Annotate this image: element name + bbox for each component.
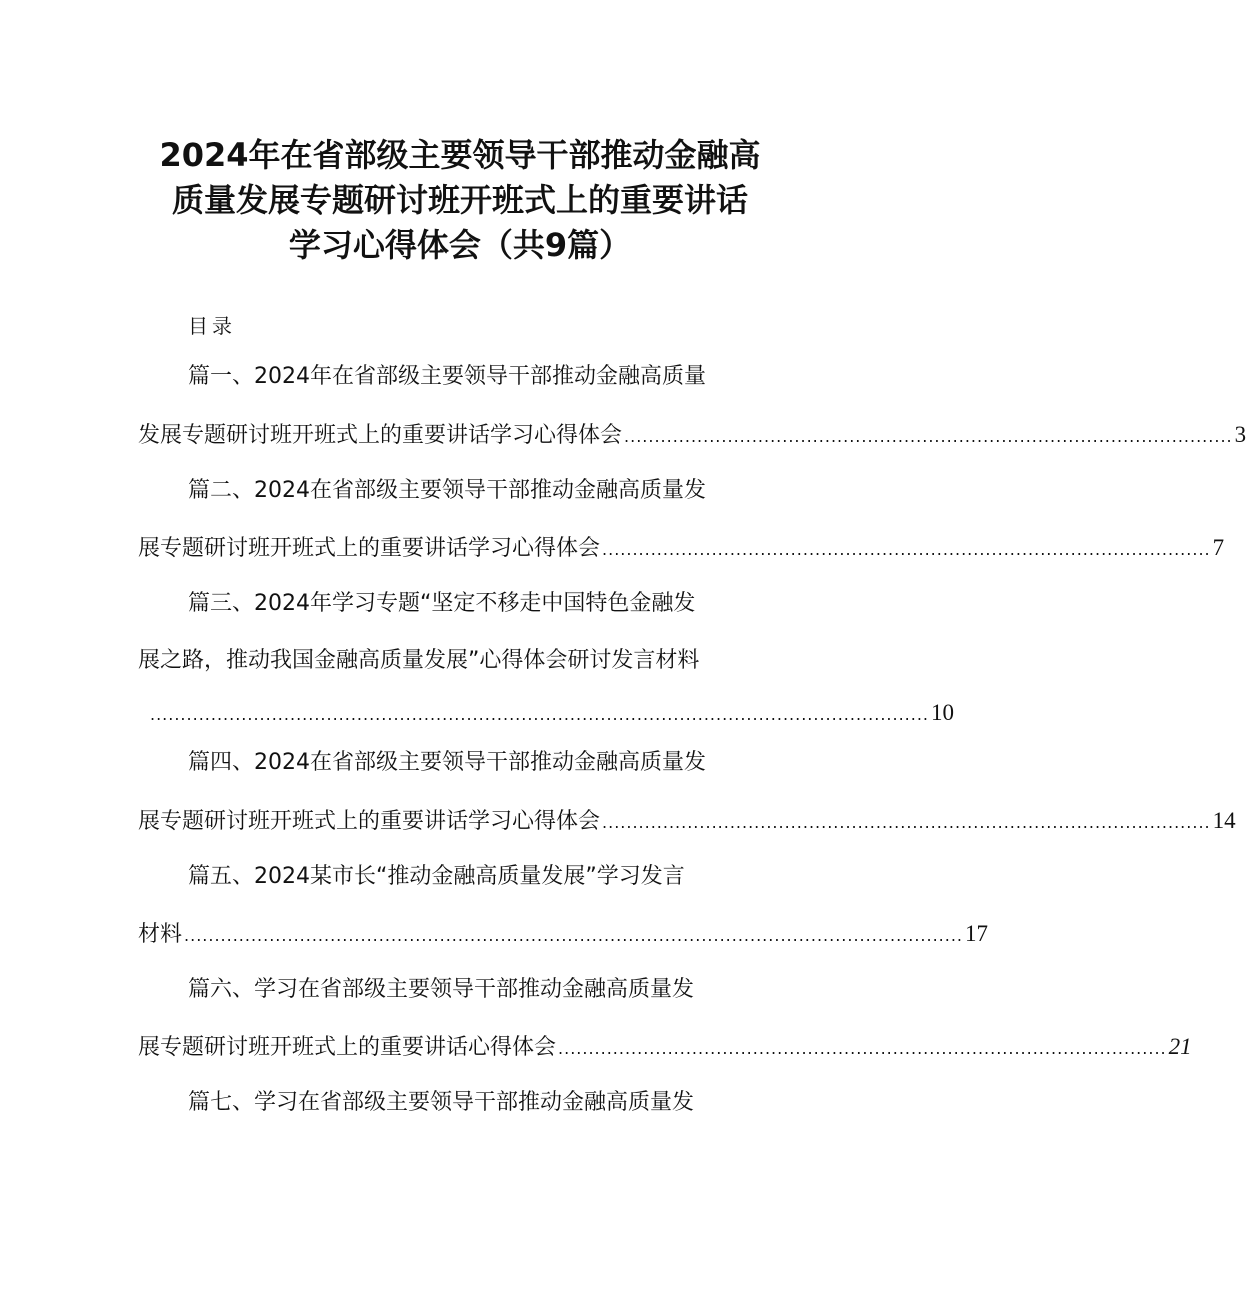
- toc-entry-1-page: 3: [1234, 422, 1246, 447]
- toc-leader-dots: ....................................................................................................: [558, 1039, 1167, 1058]
- document-title: [120, 133, 800, 268]
- toc-heading: 目录: [188, 314, 236, 338]
- toc-leader-dots: ................................................................................................................................: [150, 705, 929, 724]
- toc-leader-dots: ....................................................................................................: [602, 540, 1211, 559]
- toc-entry-5-line-2[interactable]: [138, 919, 989, 951]
- toc-entry-4-text: 展专题研讨班开班式上的重要讲话学习心得体会: [138, 809, 601, 834]
- toc-entry-5-page: 17: [965, 921, 989, 946]
- toc-entry-6-line-2[interactable]: [138, 1032, 1192, 1064]
- toc-entry-4-line-1[interactable]: 篇四、2024在省部级主要领导干部推动金融高质量发: [188, 750, 706, 775]
- toc-entry-2-line-1[interactable]: 篇二、2024在省部级主要领导干部推动金融高质量发: [188, 478, 706, 503]
- toc-entry-2-page: 7: [1212, 535, 1225, 560]
- toc-entry-2-text: 展专题研讨班开班式上的重要讲话学习心得体会: [138, 536, 601, 561]
- toc-entry-5-text: 材料: [138, 922, 183, 947]
- toc-entry-2-line-2[interactable]: [138, 533, 1225, 565]
- toc-entry-3-line-2[interactable]: 展之路，推动我国金融高质量发展”心得体会研讨发言材料: [138, 648, 700, 673]
- toc-entry-3-line-1[interactable]: 篇三、2024年学习专题“坚定不移走中国特色金融发: [188, 591, 696, 616]
- toc-entry-1-text: 发展专题研讨班开班式上的重要讲话学习心得体会: [138, 423, 623, 448]
- toc-entry-7-line-1[interactable]: 篇七、学习在省部级主要领导干部推动金融高质量发: [188, 1090, 695, 1115]
- toc-leader-dots: ....................................................................................................: [624, 427, 1233, 446]
- toc-entry-5-line-1[interactable]: 篇五、2024某市长“推动金融高质量发展”学习发言: [188, 864, 685, 889]
- toc-leader-dots: ....................................................................................................: [602, 813, 1211, 832]
- toc-entry-6-text: 展专题研讨班开班式上的重要讲话心得体会: [138, 1035, 557, 1060]
- toc-entry-3-page: 10: [931, 700, 954, 725]
- title-line-3: 学习心得体会（共9篇）: [288, 226, 632, 264]
- toc-entry-1-line-2[interactable]: [138, 420, 1246, 452]
- title-line-1: 2024年在省部级主要领导干部推动金融高: [159, 136, 761, 174]
- toc-entry-1-line-1[interactable]: 篇一、2024年在省部级主要领导干部推动金融高质量: [188, 364, 706, 389]
- toc-entry-6-page: 21: [1168, 1034, 1192, 1059]
- title-line-2: 质量发展专题研讨班开班式上的重要讲话: [171, 181, 748, 219]
- toc-entry-4-page: 14: [1212, 808, 1236, 833]
- toc-entry-4-line-2[interactable]: [138, 806, 1236, 838]
- toc-entry-6-line-1[interactable]: 篇六、学习在省部级主要领导干部推动金融高质量发: [188, 977, 695, 1002]
- toc-entry-3-line-3[interactable]: [148, 698, 954, 730]
- toc-leader-dots: ................................................................................................................................: [184, 926, 964, 945]
